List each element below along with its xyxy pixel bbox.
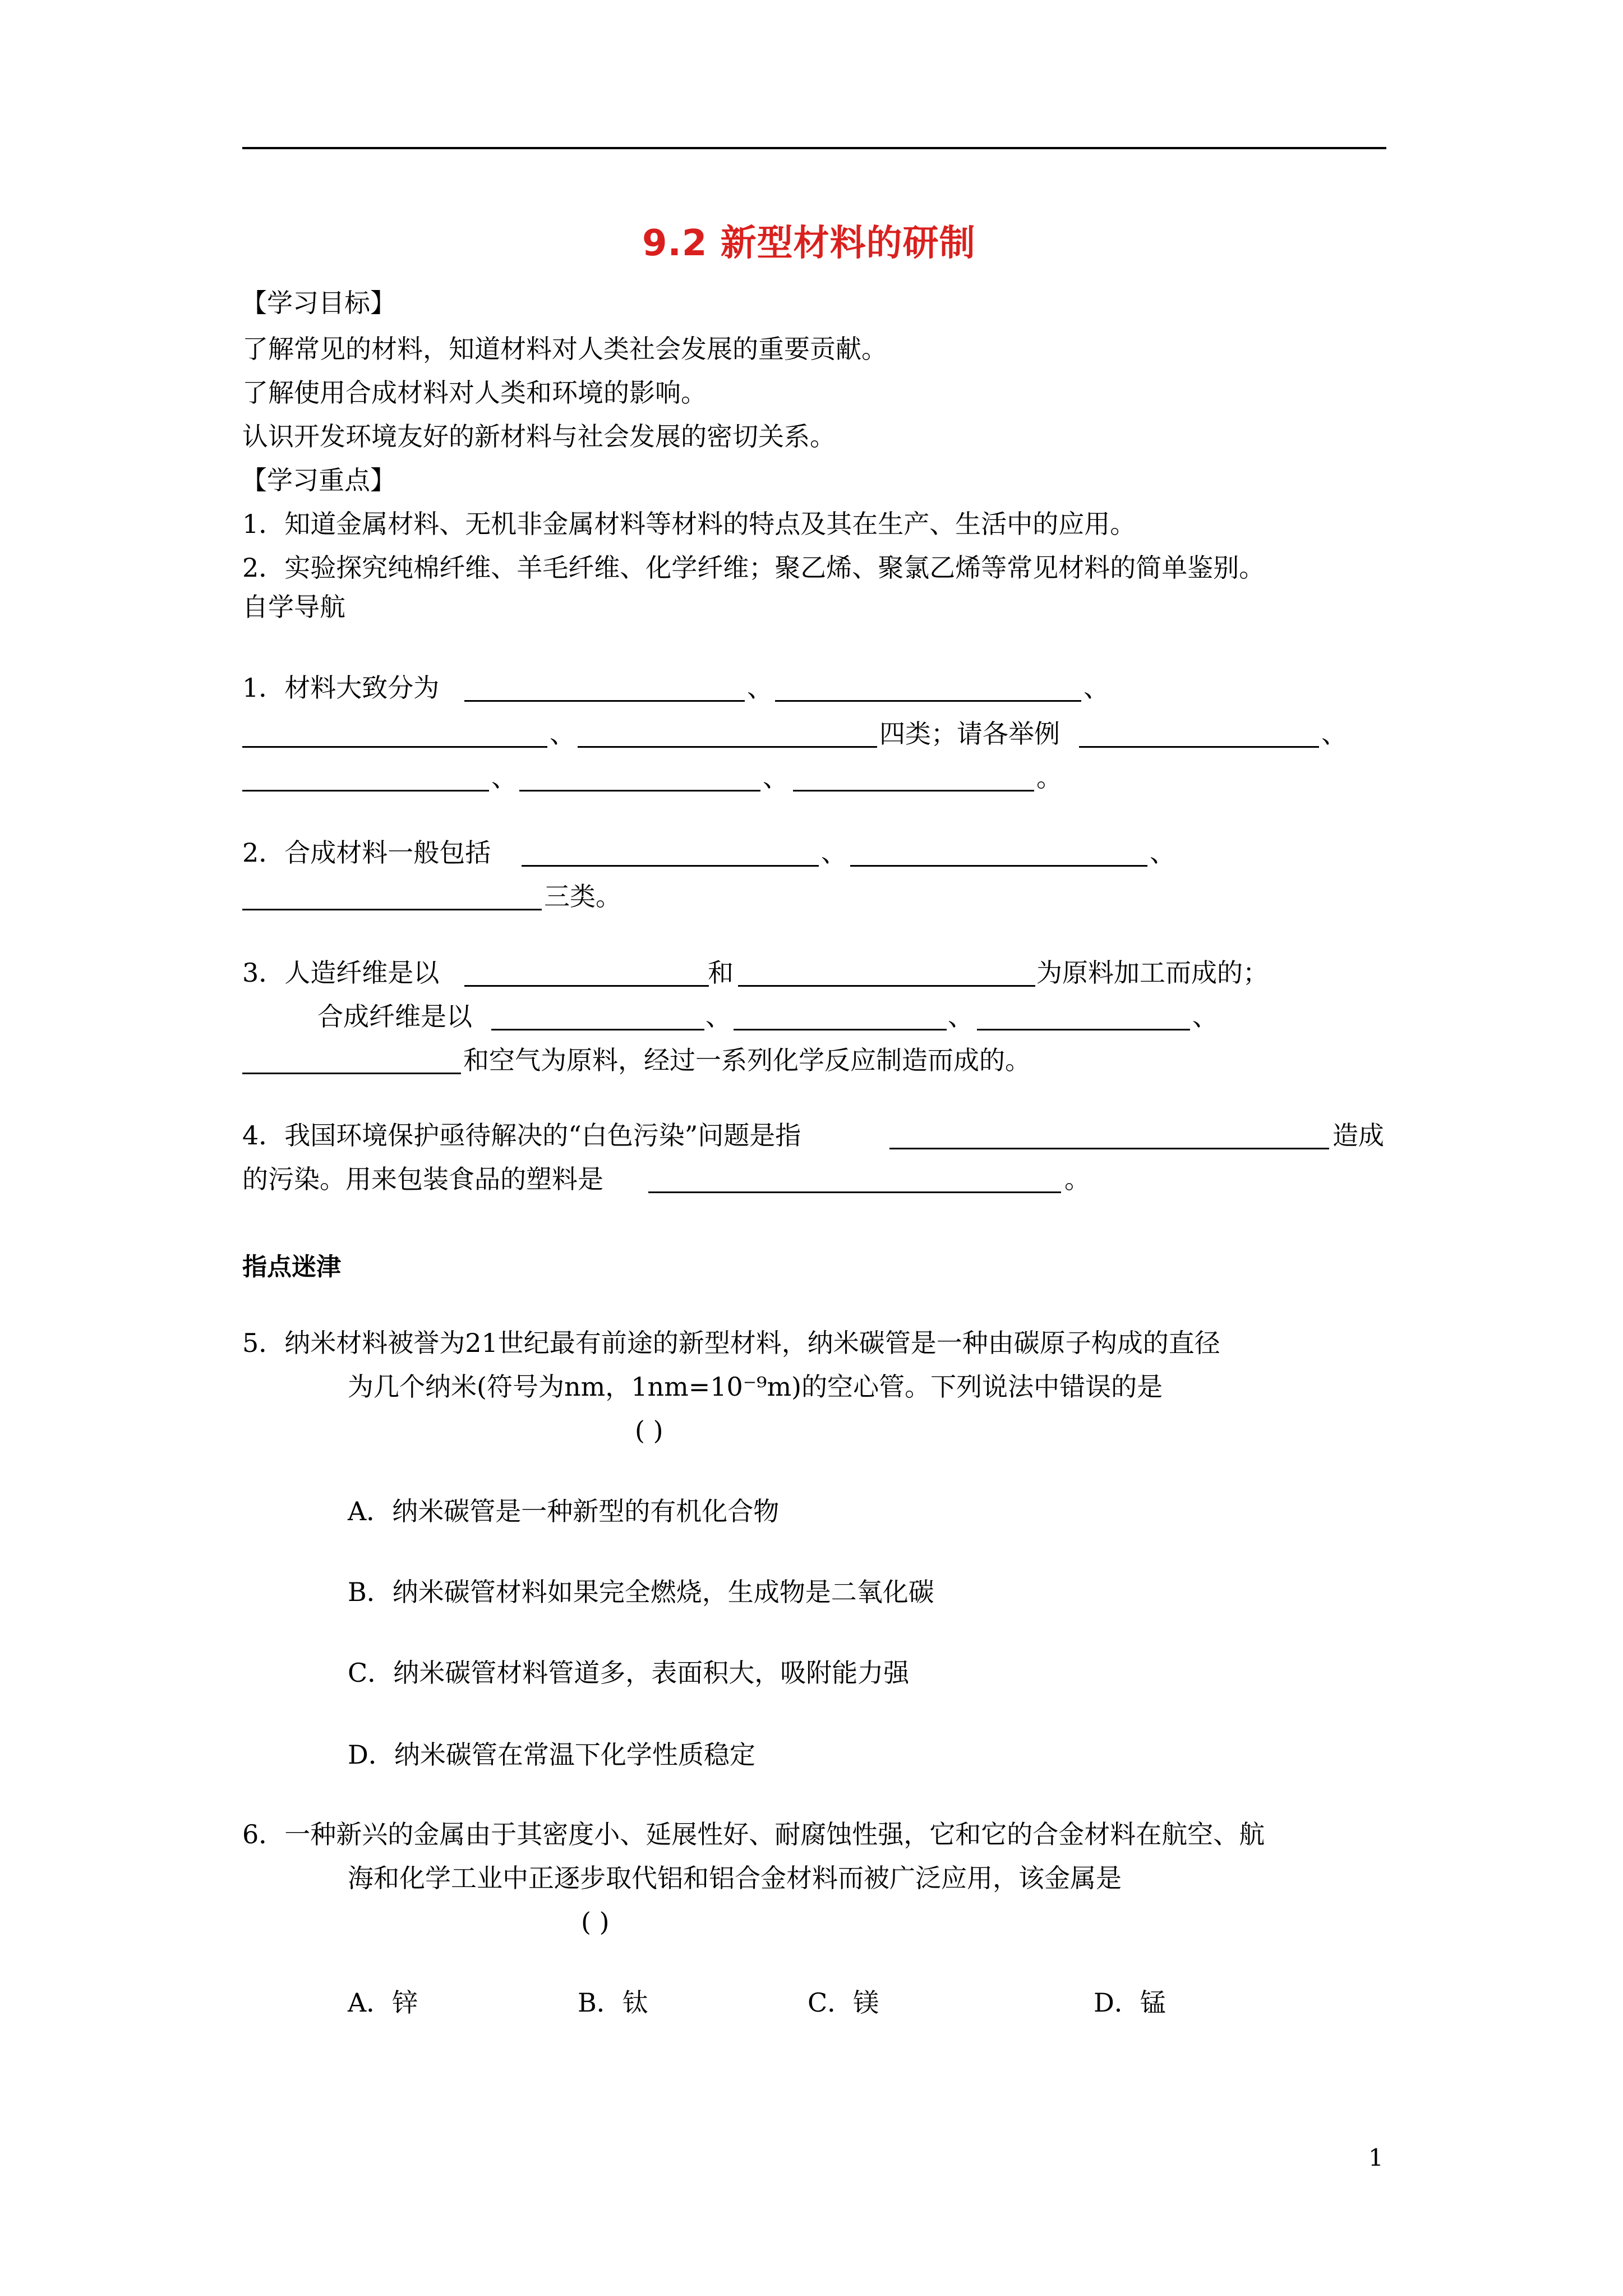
q2-lead: 2．合成材料一般包括 bbox=[242, 838, 491, 868]
q3-blank-4[interactable] bbox=[734, 1029, 947, 1030]
q2-blank-1[interactable] bbox=[522, 865, 819, 867]
key-points-heading: 【学习重点】 bbox=[241, 465, 396, 495]
q4-end1: 造成 bbox=[1332, 1120, 1384, 1151]
q3-sep: 、 bbox=[706, 1001, 731, 1032]
q1-sep: 、 bbox=[747, 673, 773, 703]
q2-blank-3[interactable] bbox=[242, 909, 542, 910]
q4-lead2: 的污染。用来包装食品的塑料是 bbox=[242, 1164, 603, 1194]
objective-item: 了解使用合成材料对人类和环境的影响。 bbox=[242, 378, 707, 408]
q1-blank-2[interactable] bbox=[775, 700, 1081, 702]
objective-item: 了解常见的材料，知道材料对人类社会发展的重要贡献。 bbox=[242, 334, 887, 364]
q3-sep: 、 bbox=[948, 1001, 974, 1032]
q1-blank-5[interactable] bbox=[1079, 746, 1319, 748]
q3-end2: 和空气为原料，经过一系列化学反应制造而成的。 bbox=[463, 1045, 1031, 1075]
q2-sep: 、 bbox=[821, 838, 847, 868]
q1-sep: 、 bbox=[491, 762, 517, 793]
q1-sep: 、 bbox=[550, 719, 575, 749]
q1-sep: 、 bbox=[1321, 719, 1347, 749]
q3-blank-1[interactable] bbox=[464, 985, 709, 987]
q2-blank-2[interactable] bbox=[850, 865, 1147, 867]
q5-line2: 为几个纳米(符号为nm，1nm=10⁻⁹m)的空心管。下列说法中错误的是 bbox=[348, 1372, 1163, 1402]
q4-end2: 。 bbox=[1064, 1164, 1090, 1194]
q1-blank-7[interactable] bbox=[519, 790, 760, 792]
q1-sep: 、 bbox=[1083, 673, 1109, 703]
q4-blank-2[interactable] bbox=[648, 1191, 1061, 1193]
q6-option-a[interactable]: A．锌 bbox=[348, 1987, 418, 2018]
q6-answer-paren[interactable]: ( ) bbox=[581, 1907, 610, 1937]
q6-option-b[interactable]: B．钛 bbox=[578, 1987, 648, 2018]
q6-line2: 海和化学工业中正逐步取代铝和铝合金材料而被广泛应用，该金属是 bbox=[348, 1863, 1122, 1893]
q5-option-d[interactable]: D．纳米碳管在常温下化学性质稳定 bbox=[348, 1740, 755, 1770]
q5-answer-paren[interactable]: ( ) bbox=[635, 1415, 663, 1446]
objectives-heading: 【学习目标】 bbox=[241, 288, 396, 318]
q3-blank-3[interactable] bbox=[491, 1029, 704, 1030]
q6-option-d[interactable]: D．锰 bbox=[1094, 1987, 1166, 2018]
q5-line1: 5．纳米材料被誉为21世纪最有前途的新型材料，纳米碳管是一种由碳原子构成的直径 bbox=[242, 1328, 1220, 1358]
q4-lead: 4．我国环境保护亟待解决的“白色污染”问题是指 bbox=[242, 1120, 801, 1151]
page-title: 9.2 新型材料的研制 bbox=[642, 223, 976, 264]
q1-blank-4[interactable] bbox=[578, 746, 877, 748]
q2-end: 三类。 bbox=[544, 881, 621, 912]
q3-sep: 、 bbox=[1192, 1001, 1218, 1032]
key-point-item: 1．知道金属材料、无机非金属材料等材料的特点及其在生产、生活中的应用。 bbox=[242, 509, 1136, 539]
q1-sep: 、 bbox=[763, 762, 789, 793]
q5-option-b[interactable]: B．纳米碳管材料如果完全燃烧，生成物是二氧化碳 bbox=[348, 1577, 934, 1607]
q1-blank-1[interactable] bbox=[464, 700, 745, 702]
q1-mid: 四类；请各举例 bbox=[879, 719, 1060, 749]
q5-option-a[interactable]: A．纳米碳管是一种新型的有机化合物 bbox=[348, 1496, 780, 1526]
q4-blank-1[interactable] bbox=[889, 1148, 1329, 1149]
q3-blank-5[interactable] bbox=[977, 1029, 1190, 1030]
key-point-item: 2．实验探究纯棉纤维、羊毛纤维、化学纤维；聚乙烯、聚氯乙烯等常见材料的简单鉴别。 bbox=[242, 553, 1265, 583]
q3-blank-6[interactable] bbox=[242, 1073, 461, 1074]
q1-end: 。 bbox=[1036, 762, 1062, 793]
q6-line1: 6．一种新兴的金属由于其密度小、延展性好、耐腐蚀性强，它和它的合金材料在航空、航 bbox=[242, 1819, 1265, 1849]
page-number: 1 bbox=[1368, 2144, 1384, 2171]
q3-lead2: 合成纤维是以 bbox=[317, 1001, 472, 1032]
q3-and: 和 bbox=[708, 958, 734, 988]
q6-option-c[interactable]: C．镁 bbox=[808, 1987, 879, 2018]
q1-lead: 1．材料大致分为 bbox=[242, 673, 440, 703]
q5-option-c[interactable]: C．纳米碳管材料管道多，表面积大，吸附能力强 bbox=[348, 1658, 910, 1688]
header-rule bbox=[242, 147, 1386, 149]
q3-end1: 为原料加工而成的； bbox=[1036, 958, 1269, 988]
objective-item: 认识开发环境友好的新材料与社会发展的密切关系。 bbox=[242, 421, 836, 452]
q2-sep: 、 bbox=[1150, 838, 1175, 868]
q3-lead: 3．人造纤维是以 bbox=[242, 958, 440, 988]
q3-blank-2[interactable] bbox=[738, 985, 1035, 987]
self-study-heading: 自学导航 bbox=[242, 592, 345, 622]
guide-heading: 指点迷津 bbox=[242, 1253, 341, 1281]
q1-blank-8[interactable] bbox=[793, 790, 1034, 792]
q1-blank-3[interactable] bbox=[242, 746, 547, 748]
q1-blank-6[interactable] bbox=[242, 790, 489, 792]
